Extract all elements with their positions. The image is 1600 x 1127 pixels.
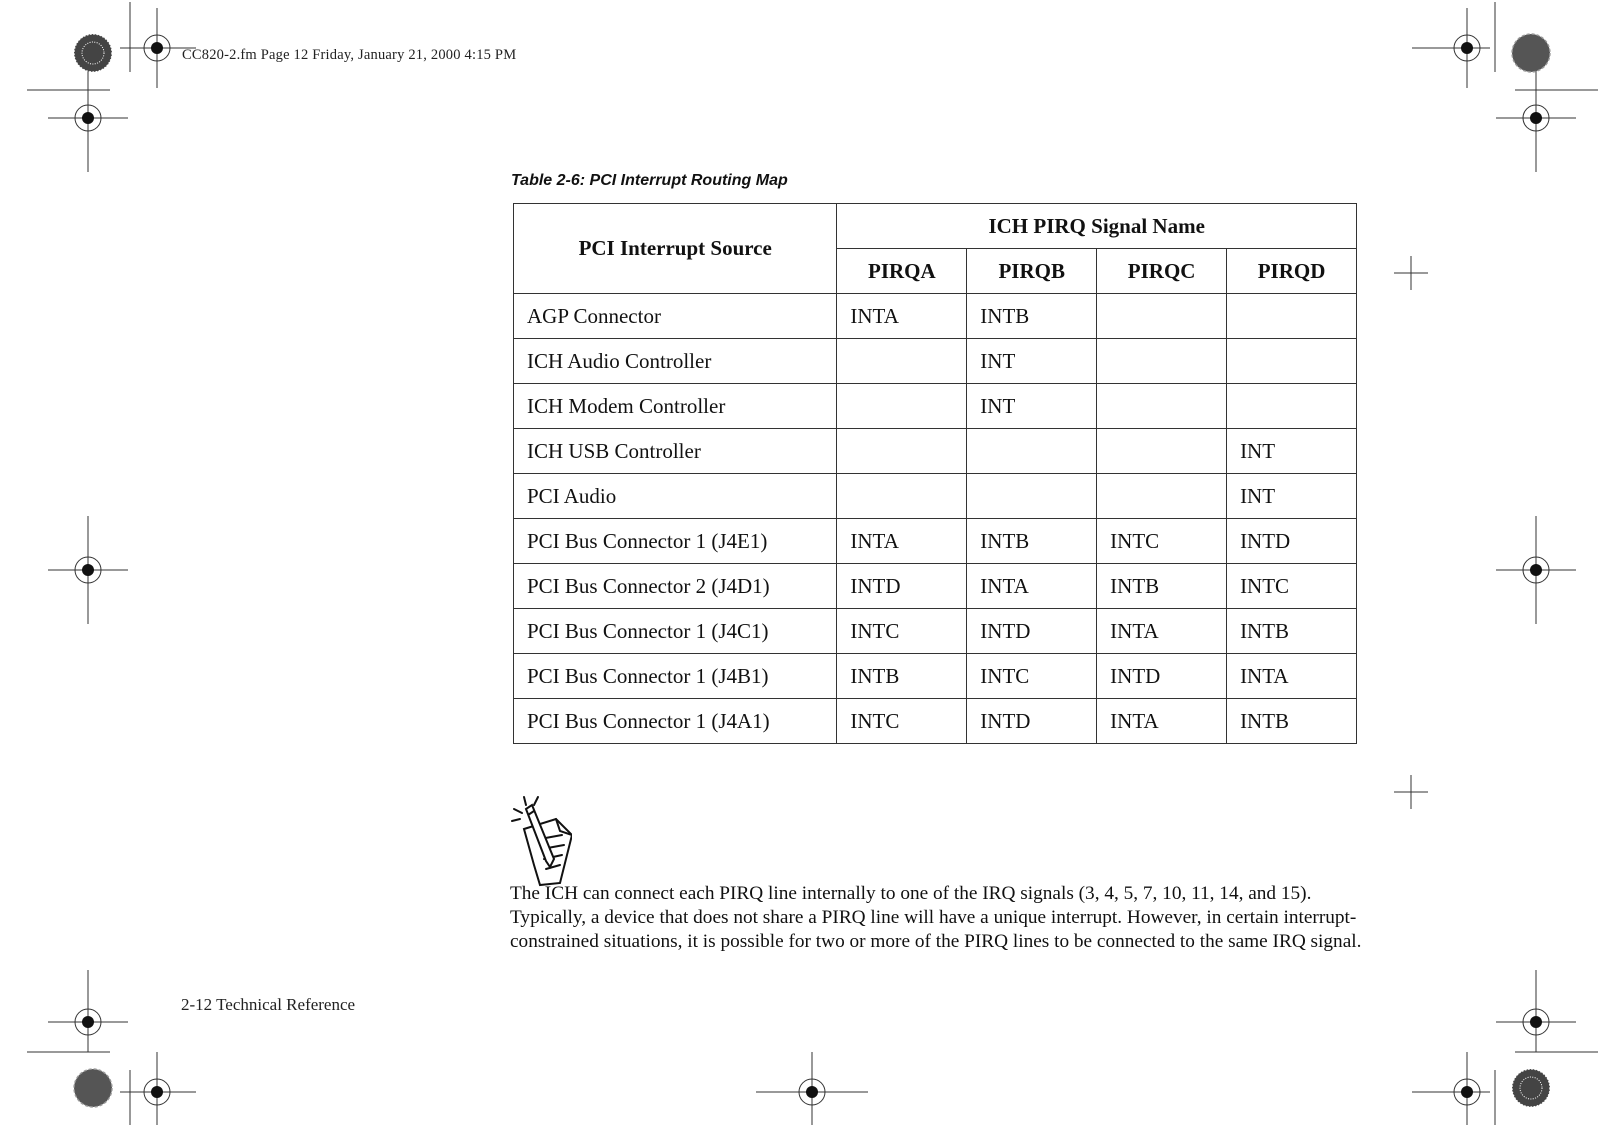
page-slug: CC820-2.fm Page 12 Friday, January 21, 2000 4:15 PM xyxy=(182,47,517,63)
signal-cell: INTB xyxy=(1097,564,1227,609)
pci-interrupt-routing-table xyxy=(513,203,1357,744)
source-cell: ICH Modem Controller xyxy=(514,384,837,429)
signal-cell: INTD xyxy=(967,609,1097,654)
signal-cell: INTA xyxy=(837,519,967,564)
signal-cell: INTA xyxy=(1097,699,1227,744)
signal-cell: INTB xyxy=(1227,609,1357,654)
signal-cell: INTB xyxy=(967,294,1097,339)
signal-cell: INT xyxy=(1227,429,1357,474)
signal-cell xyxy=(1097,384,1227,429)
signal-cell xyxy=(967,429,1097,474)
source-cell: PCI Bus Connector 1 (J4E1) xyxy=(514,519,837,564)
source-cell: ICH Audio Controller xyxy=(514,339,837,384)
signal-cell xyxy=(837,339,967,384)
signal-cell: INTB xyxy=(837,654,967,699)
note-paragraph: The ICH can connect each PIRQ line internally to one of the IRQ signals (3, 4, 5, 7, 10, 11, 14, and 15). Typically, a device that does not share a PIRQ line will have a unique interrupt. However, in certain interrupt-constrained situations, it is possible for two or more of the PIRQ lines to be connected to the same IRQ signal. xyxy=(510,883,1362,952)
signal-cell xyxy=(837,384,967,429)
table-row xyxy=(514,699,1357,744)
source-cell: PCI Audio xyxy=(514,474,837,519)
signal-cell: INTB xyxy=(1227,699,1357,744)
table-row xyxy=(514,609,1357,654)
table-row xyxy=(514,654,1357,699)
signal-cell: INTD xyxy=(1097,654,1227,699)
signal-cell: INTC xyxy=(967,654,1097,699)
signal-cell xyxy=(1227,384,1357,429)
signal-cell: INTC xyxy=(837,609,967,654)
pirq-header: PIRQA xyxy=(837,249,967,294)
note-pencil-icon xyxy=(510,795,572,887)
signal-group-header: ICH PIRQ Signal Name xyxy=(837,204,1357,249)
signal-cell: INTA xyxy=(1227,654,1357,699)
source-cell: PCI Bus Connector 1 (J4C1) xyxy=(514,609,837,654)
source-cell: ICH USB Controller xyxy=(514,429,837,474)
signal-cell xyxy=(967,474,1097,519)
signal-cell xyxy=(1097,339,1227,384)
table-row xyxy=(514,564,1357,609)
table-row xyxy=(514,429,1357,474)
table-row xyxy=(514,339,1357,384)
signal-cell: INTD xyxy=(1227,519,1357,564)
signal-cell xyxy=(837,474,967,519)
signal-cell: INTA xyxy=(837,294,967,339)
table-row xyxy=(514,384,1357,429)
signal-cell xyxy=(1227,339,1357,384)
pirq-header: PIRQB xyxy=(967,249,1097,294)
table-caption: Table 2-6: PCI Interrupt Routing Map xyxy=(511,172,788,189)
source-cell: AGP Connector xyxy=(514,294,837,339)
pirq-header: PIRQD xyxy=(1227,249,1357,294)
source-cell: PCI Bus Connector 1 (J4B1) xyxy=(514,654,837,699)
signal-cell xyxy=(1097,474,1227,519)
signal-cell: INTC xyxy=(1097,519,1227,564)
signal-cell: INT xyxy=(967,384,1097,429)
signal-cell: INT xyxy=(967,339,1097,384)
table-row xyxy=(514,294,1357,339)
pirq-header: PIRQC xyxy=(1097,249,1227,294)
signal-cell xyxy=(1097,429,1227,474)
signal-cell xyxy=(1097,294,1227,339)
source-cell: PCI Bus Connector 1 (J4A1) xyxy=(514,699,837,744)
table-row xyxy=(514,474,1357,519)
signal-cell: INT xyxy=(1227,474,1357,519)
signal-cell: INTA xyxy=(967,564,1097,609)
signal-cell: INTC xyxy=(837,699,967,744)
source-column-header: PCI Interrupt Source xyxy=(514,204,837,294)
table-row xyxy=(514,519,1357,564)
page-footer: 2-12 Technical Reference xyxy=(181,995,356,1014)
signal-cell xyxy=(837,429,967,474)
signal-cell: INTB xyxy=(967,519,1097,564)
signal-cell: INTA xyxy=(1097,609,1227,654)
signal-cell xyxy=(1227,294,1357,339)
signal-cell: INTD xyxy=(837,564,967,609)
source-cell: PCI Bus Connector 2 (J4D1) xyxy=(514,564,837,609)
signal-cell: INTC xyxy=(1227,564,1357,609)
signal-cell: INTD xyxy=(967,699,1097,744)
